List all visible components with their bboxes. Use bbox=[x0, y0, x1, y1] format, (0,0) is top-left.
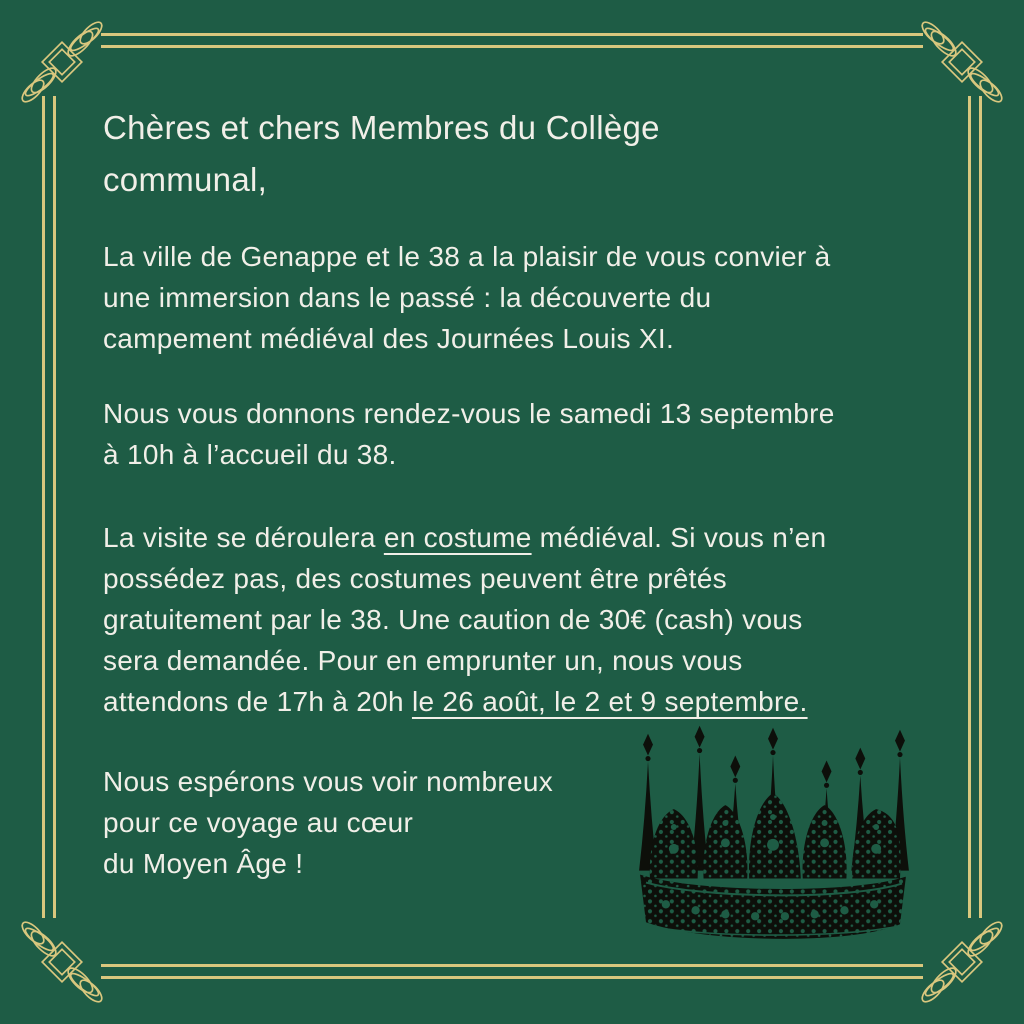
text-run: communal, bbox=[103, 161, 268, 198]
text-run: sera demandée. Pour en emprunter un, nous vous bbox=[103, 645, 743, 676]
paragraph-intro bbox=[103, 236, 830, 359]
corner-knot-ornament-top-right bbox=[900, 0, 1024, 124]
text-run: La visite se déroulera bbox=[103, 522, 384, 553]
frame-line-bottom-outer bbox=[101, 976, 923, 979]
underlined-text: le 26 août, le 2 et 9 septembre. bbox=[411, 686, 808, 717]
crown-illustration bbox=[612, 700, 934, 948]
underlined-text: en costume bbox=[383, 522, 532, 553]
paragraph-costume bbox=[103, 517, 826, 722]
text-run: Nous espérons vous voir nombreux bbox=[103, 766, 554, 797]
frame-line-top-inner bbox=[101, 45, 923, 48]
corner-knot-ornament-bottom-left bbox=[0, 900, 124, 1024]
text-run: La ville de Genappe et le 38 a la plaisir de vous convier à bbox=[103, 241, 831, 272]
text-run: possédez pas, des costumes peuvent être prêtés bbox=[103, 563, 727, 594]
frame-line-top-outer bbox=[101, 33, 923, 36]
text-run: gratuitement par le 38. Une caution de 30€ (cash) vous bbox=[103, 604, 803, 635]
text-run: Nous vous donnons rendez-vous le samedi 13 septembre bbox=[103, 398, 835, 429]
frame-line-bottom-inner bbox=[101, 964, 923, 967]
salutation bbox=[103, 102, 660, 206]
frame-line-left-inner bbox=[53, 96, 56, 918]
frame-line-right-inner bbox=[968, 96, 971, 918]
text-run: une immersion dans le passé : la découverte du bbox=[103, 282, 712, 313]
text-run: attendons de 17h à 20h bbox=[103, 686, 412, 717]
text-run: à 10h à l’accueil du 38. bbox=[103, 439, 397, 470]
paragraph-rendezvous bbox=[103, 393, 835, 475]
crown-icon bbox=[612, 700, 934, 948]
text-run: pour ce voyage au cœur bbox=[103, 807, 414, 838]
text-run: campement médiéval des Journées Louis XI. bbox=[103, 323, 675, 354]
text-run: du Moyen Âge ! bbox=[103, 848, 304, 879]
text-run: médiéval. Si vous n’en bbox=[531, 522, 827, 553]
frame-line-right-outer bbox=[979, 96, 982, 918]
text-run: Chères et chers Membres du Collège bbox=[103, 109, 660, 146]
frame-line-left-outer bbox=[42, 96, 45, 918]
paragraph-closing bbox=[103, 761, 553, 884]
